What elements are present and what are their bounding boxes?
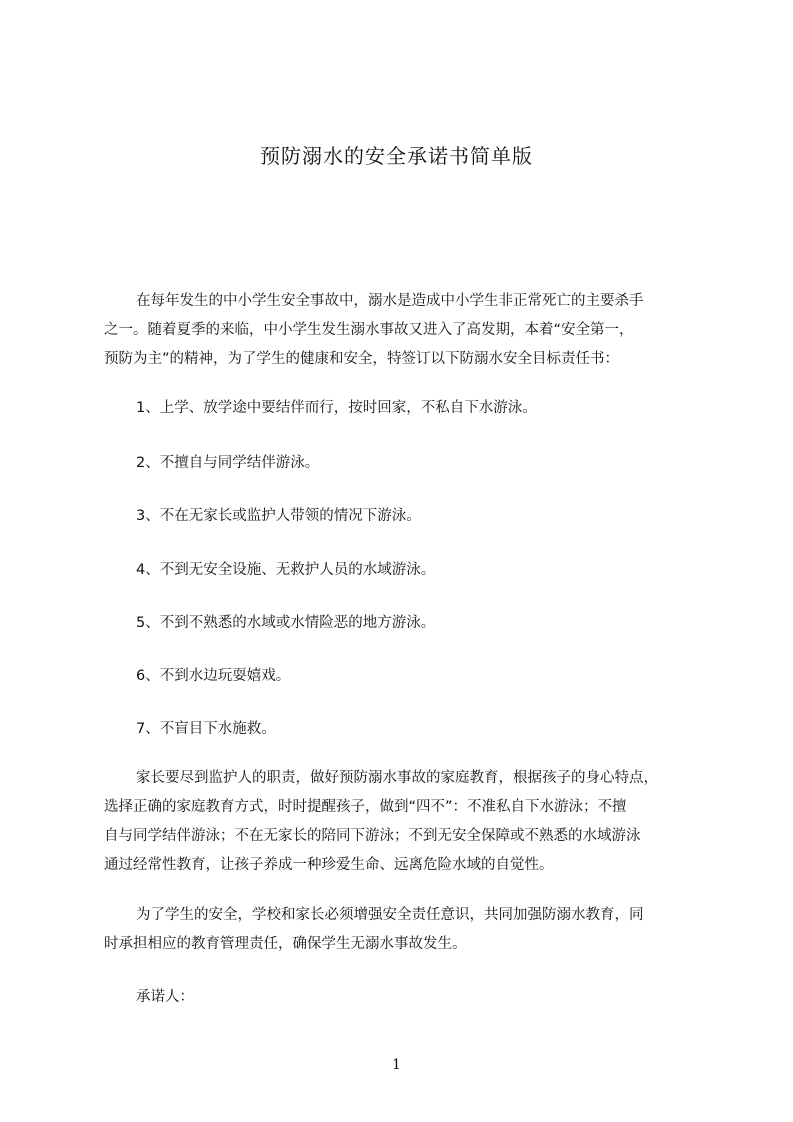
list-item: 1、上学、放学途中要结伴而行，按时回家，不私自下水游泳。 [136,400,537,416]
list-item: 4、不到无安全设施、无救护人员的水域游泳。 [136,562,436,578]
intro-line: 在每年发生的中小学生安全事故中，溺水是造成中小学生非正常死亡的主要杀手 [136,293,644,309]
list-item: 2、不擅自与同学结伴游泳。 [136,455,320,471]
intro-paragraph [104,287,694,374]
list-item: 7、不盲目下水施救。 [136,721,276,737]
closing-line: 时承担相应的教育管理责任，确保学生无溺水事故发生。 [104,936,467,952]
intro-line: 预防为主”的精神，为了学生的健康和安全，特签订以下防溺水安全目标责任书： [104,351,620,367]
list-item: 5、不到不熟悉的水域或水情险恶的地方游泳。 [136,615,436,631]
parents-line: 自与同学结伴游泳；不在无家长的陪同下游泳；不到无安全保障或不熟悉的水域游泳 [104,828,641,844]
parents-line: 家长要尽到监护人的职责，做好预防溺水事故的家庭教育，根据孩子的身心特点， [136,770,658,786]
parents-paragraph [104,764,694,880]
document-title: 预防溺水的安全承诺书简单版 [260,144,533,168]
page-number: 1 [392,1057,401,1073]
intro-line: 之一。随着夏季的来临，中小学生发生溺水事故又进入了高发期，本着“安全第一， [104,322,634,338]
parents-line: 选择正确的家庭教育方式，时时提醒孩子，做到“四不”：不准私自下水游泳；不擅 [104,799,627,815]
closing-paragraph [104,901,694,959]
closing-line: 为了学生的安全，学校和家长必须增强安全责任意识，共同加强防溺水教育，同 [136,907,644,923]
list-item: 3、不在无家长或监护人带领的情况下游泳。 [136,508,421,524]
parents-line: 通过经常性教育，让孩子养成一种珍爱生命、远离危险水域的自觉性。 [104,857,554,873]
list-item: 6、不到水边玩耍嬉戏。 [136,668,291,684]
signer-label: 承诺人： [136,989,194,1005]
